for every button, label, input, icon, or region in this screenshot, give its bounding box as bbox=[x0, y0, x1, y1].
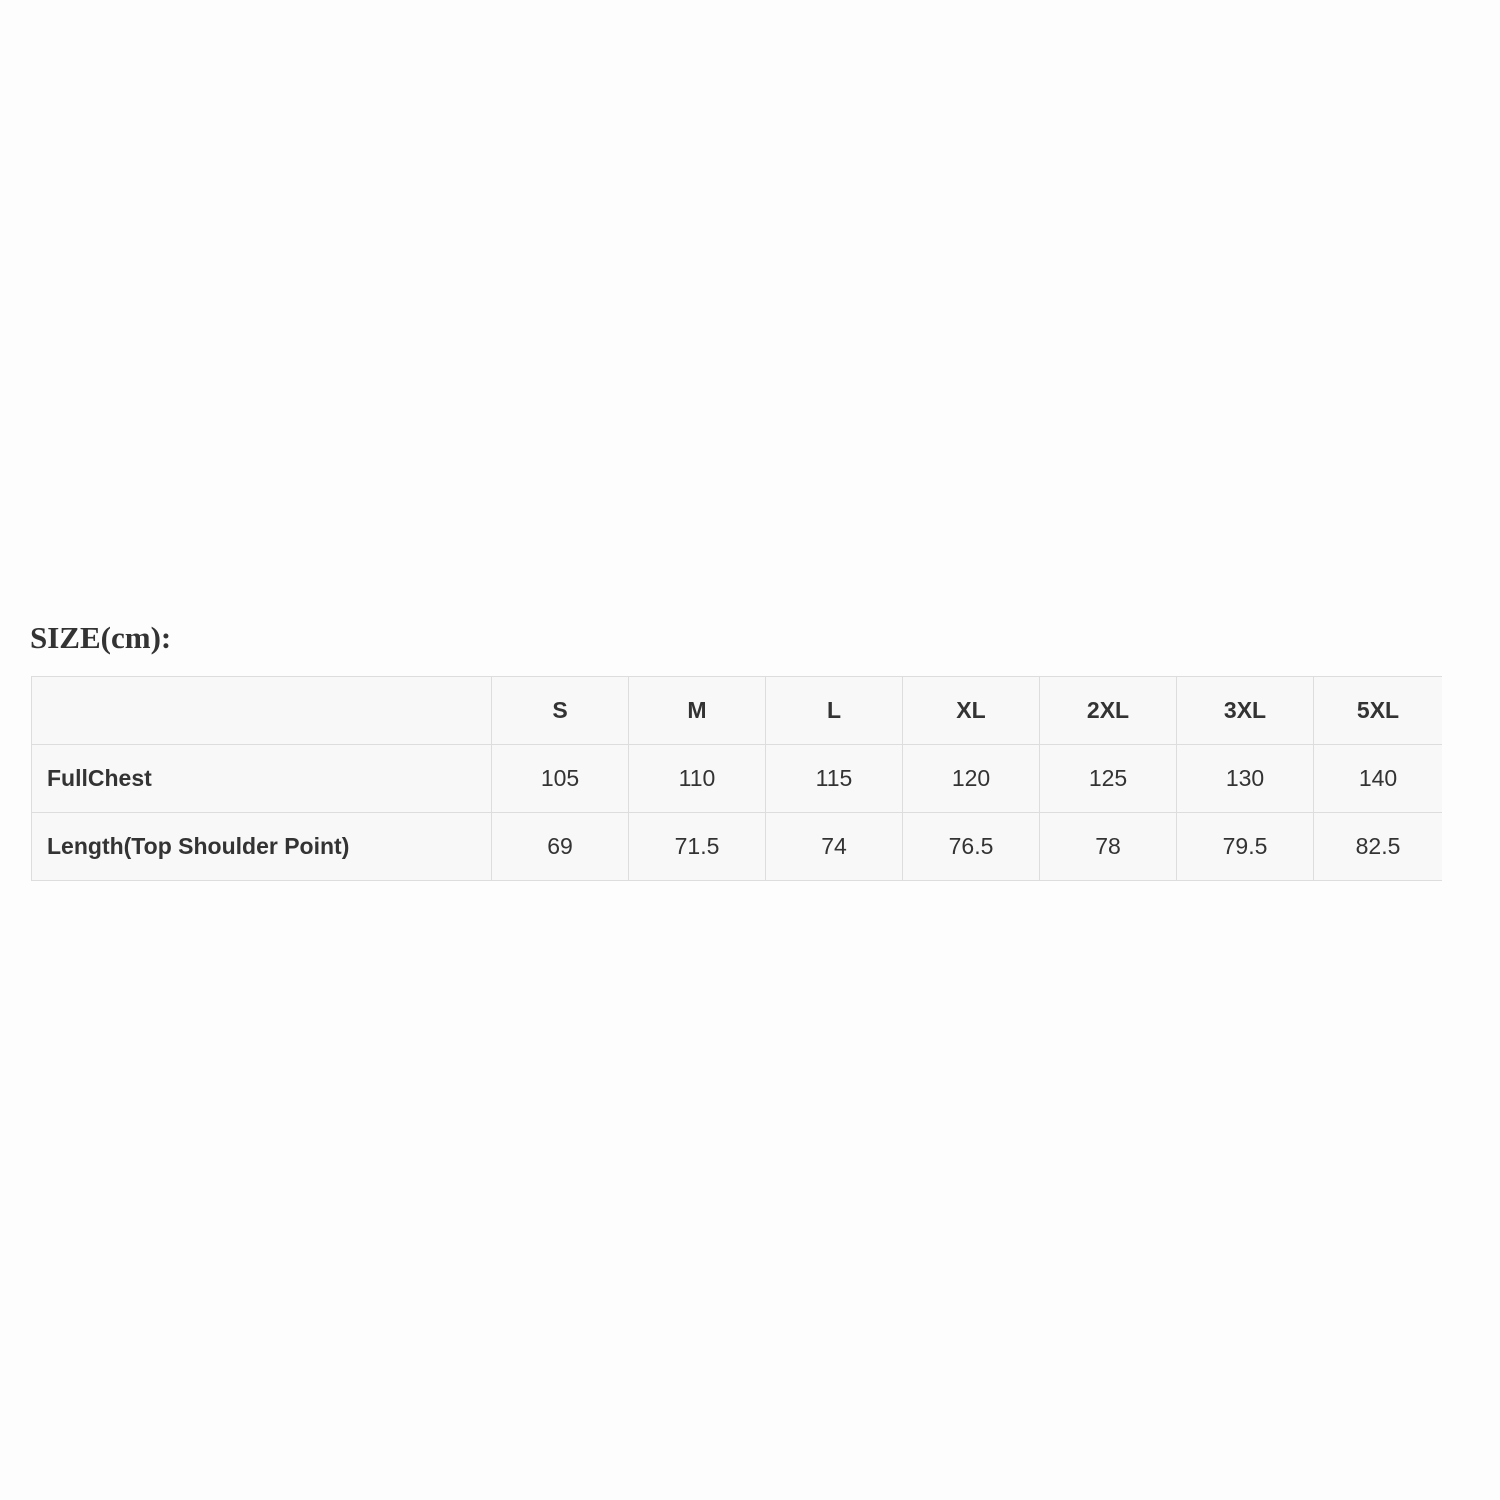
header-size-5xl: 5XL bbox=[1314, 677, 1443, 745]
row-label-length: Length(Top Shoulder Point) bbox=[32, 813, 492, 881]
table-header-row bbox=[32, 677, 1443, 745]
table-cell: 115 bbox=[766, 745, 903, 813]
table-cell: 120 bbox=[903, 745, 1040, 813]
size-chart-table bbox=[31, 676, 1442, 881]
header-size-m: M bbox=[629, 677, 766, 745]
table-cell: 82.5 bbox=[1314, 813, 1443, 881]
table-cell: 110 bbox=[629, 745, 766, 813]
table-cell: 76.5 bbox=[903, 813, 1040, 881]
table-cell: 78 bbox=[1040, 813, 1177, 881]
table-cell: 125 bbox=[1040, 745, 1177, 813]
row-label-fullchest: FullChest bbox=[32, 745, 492, 813]
header-size-2xl: 2XL bbox=[1040, 677, 1177, 745]
header-size-l: L bbox=[766, 677, 903, 745]
size-chart-title: SIZE(cm): bbox=[30, 620, 172, 655]
table-cell: 69 bbox=[492, 813, 629, 881]
table-cell: 140 bbox=[1314, 745, 1443, 813]
table-cell: 105 bbox=[492, 745, 629, 813]
header-size-s: S bbox=[492, 677, 629, 745]
table-row bbox=[32, 813, 1443, 881]
table-cell: 130 bbox=[1177, 745, 1314, 813]
table-cell: 74 bbox=[766, 813, 903, 881]
header-size-3xl: 3XL bbox=[1177, 677, 1314, 745]
table-cell: 79.5 bbox=[1177, 813, 1314, 881]
table-row bbox=[32, 745, 1443, 813]
table-cell: 71.5 bbox=[629, 813, 766, 881]
header-size-xl: XL bbox=[903, 677, 1040, 745]
header-corner-cell bbox=[32, 677, 492, 745]
